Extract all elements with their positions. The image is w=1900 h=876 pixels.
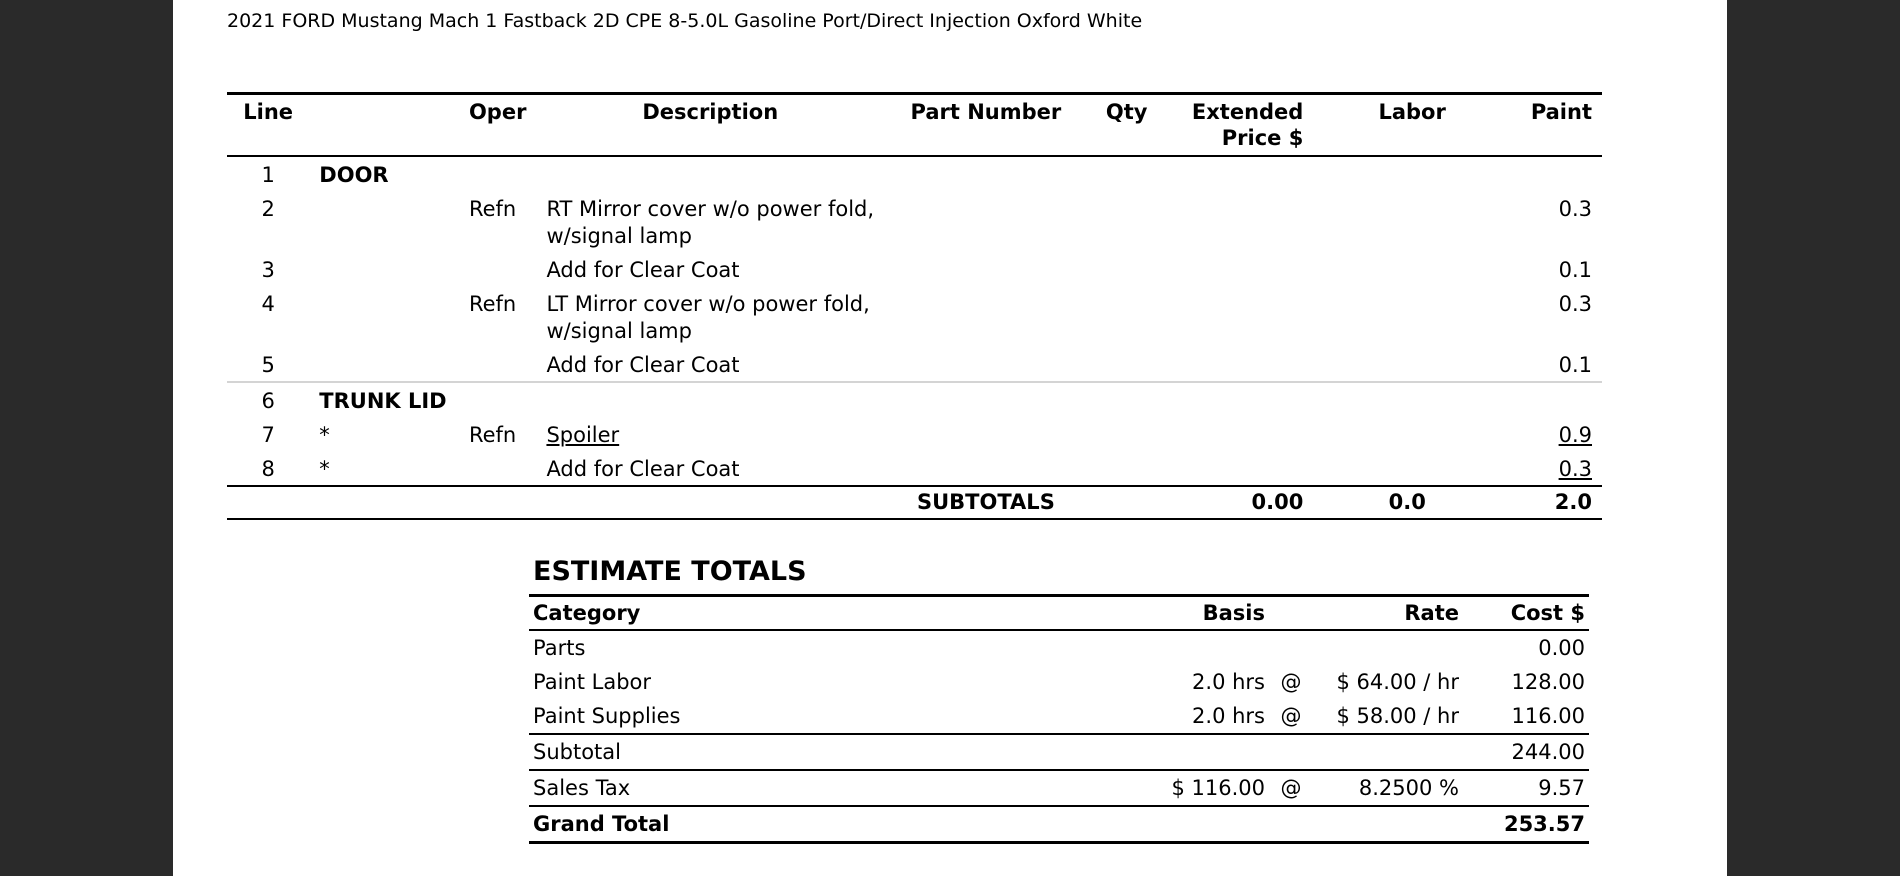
description-cell: [536, 286, 884, 347]
at-cell: @: [1280, 704, 1302, 728]
at-cell: @: [1269, 770, 1313, 806]
header-labor: Labor: [1313, 94, 1455, 157]
paint-cell: 0.1: [1456, 347, 1602, 382]
header-rate: Rate: [1313, 596, 1463, 631]
estimate-totals-title: ESTIMATE TOTALS: [533, 556, 807, 587]
category-cell: Paint Supplies: [533, 704, 681, 728]
paint-cell: [1456, 417, 1602, 451]
basis-cell: $ 116.00: [1109, 770, 1269, 806]
description-cell: [536, 191, 884, 252]
table-row: [227, 252, 1602, 286]
basis-cell: [1109, 734, 1269, 770]
description-line2: w/signal lamp: [546, 319, 692, 343]
header-category: Category: [529, 596, 1109, 631]
description-cell: Add for Clear Coat: [536, 347, 884, 382]
cost-cell: 116.00: [1511, 704, 1585, 728]
header-paint: Paint: [1456, 94, 1602, 157]
line-number: 1: [261, 163, 275, 187]
at-cell: [1269, 630, 1313, 665]
paint-cell: 0.3: [1558, 197, 1592, 221]
rate-cell: 8.2500 %: [1313, 770, 1463, 806]
changed-marker: *: [319, 423, 330, 447]
cost-cell: 244.00: [1463, 734, 1589, 770]
estimate-lines-table: [227, 92, 1602, 520]
at-cell: [1269, 806, 1313, 843]
paint-cell: [1456, 451, 1602, 486]
subtotal-labor: 0.0: [1313, 486, 1455, 519]
header-basis: Basis: [1109, 596, 1269, 631]
at-cell: @: [1280, 670, 1302, 694]
subtotals-label: SUBTOTALS: [884, 486, 1088, 519]
header-qty: Qty: [1088, 94, 1166, 157]
description-cell: Add for Clear Coat: [546, 258, 740, 282]
line-number: 6: [261, 389, 275, 413]
table-row: [227, 286, 1602, 347]
totals-row: [529, 630, 1589, 665]
rate-cell: [1313, 734, 1463, 770]
estimate-page: [173, 0, 1727, 876]
subtotals-row: [227, 486, 1602, 519]
basis-cell: 2.0 hrs: [1192, 670, 1265, 694]
description-line1: LT Mirror cover w/o power fold,: [546, 292, 870, 316]
table-row: [227, 382, 1602, 417]
header-oper: Oper: [459, 94, 536, 157]
description-line1: RT Mirror cover w/o power fold,: [546, 197, 875, 221]
cost-cell: 9.57: [1463, 770, 1589, 806]
header-line: Line: [227, 94, 309, 157]
totals-row: [529, 665, 1589, 699]
header-spacer: [309, 94, 459, 157]
grand-total-value: 253.57: [1463, 806, 1589, 843]
grand-total-row: [529, 806, 1589, 843]
basis-cell: 2.0 hrs: [1192, 704, 1265, 728]
paint-value: 0.9: [1558, 423, 1592, 447]
category-cell: Parts: [533, 636, 586, 660]
line-number: 5: [227, 347, 309, 382]
estimate-totals-table: [529, 594, 1589, 844]
category-cell: Paint Labor: [533, 670, 652, 694]
basis-cell: [1109, 630, 1269, 665]
oper-cell: Refn: [468, 423, 517, 447]
totals-row: [529, 734, 1589, 770]
line-number: 2: [261, 197, 275, 221]
line-number: 7: [261, 423, 275, 447]
description-cell: Add for Clear Coat: [546, 457, 740, 481]
rate-cell: [1313, 630, 1463, 665]
category-cell: Grand Total: [529, 806, 1109, 843]
vehicle-description: 2021 FORD Mustang Mach 1 Fastback 2D CPE 8-5.0L Gasoline Port/Direct Injection Oxford White: [227, 10, 1143, 32]
totals-row: [529, 770, 1589, 806]
line-number: 4: [261, 292, 275, 316]
table-row: [227, 156, 1602, 191]
rate-cell: [1313, 806, 1463, 843]
subtotal-extended-price: 0.00: [1166, 486, 1314, 519]
category-cell: Subtotal: [529, 734, 1109, 770]
table-header-row: [227, 94, 1602, 157]
changed-marker: *: [319, 457, 330, 481]
basis-cell: [1109, 806, 1269, 843]
oper-cell: Refn: [468, 292, 517, 316]
subtotal-paint: 2.0: [1456, 486, 1602, 519]
description-cell: [536, 417, 884, 451]
totals-row: [529, 699, 1589, 734]
header-cost: Cost $: [1463, 596, 1589, 631]
section-label: DOOR: [319, 163, 389, 187]
paint-cell: 0.3: [1558, 292, 1592, 316]
paint-cell: 0.1: [1558, 258, 1592, 282]
table-row: [227, 451, 1602, 486]
table-row: [227, 417, 1602, 451]
table-row: [227, 347, 1602, 382]
cost-cell: 128.00: [1511, 670, 1585, 694]
header-extended-price: [1166, 94, 1314, 157]
table-row: [227, 191, 1602, 252]
totals-header-row: [529, 596, 1589, 631]
description-line2: w/signal lamp: [546, 224, 692, 248]
oper-cell: Refn: [468, 197, 517, 221]
cost-cell: 0.00: [1538, 636, 1585, 660]
paint-value: 0.3: [1558, 457, 1592, 481]
rate-cell: $ 64.00 / hr: [1336, 670, 1459, 694]
header-description: Description: [536, 94, 884, 157]
header-part-number: Part Number: [884, 94, 1088, 157]
category-cell: Sales Tax: [529, 770, 1109, 806]
rate-cell: $ 58.00 / hr: [1336, 704, 1459, 728]
at-cell: [1269, 734, 1313, 770]
line-number: 8: [261, 457, 275, 481]
header-extended-price-line2: Price $: [1221, 126, 1304, 150]
header-extended-price-line1: Extended: [1191, 100, 1304, 124]
section-label: TRUNK LID: [319, 389, 447, 413]
line-number: 3: [261, 258, 275, 282]
description-text: Spoiler: [546, 423, 620, 447]
